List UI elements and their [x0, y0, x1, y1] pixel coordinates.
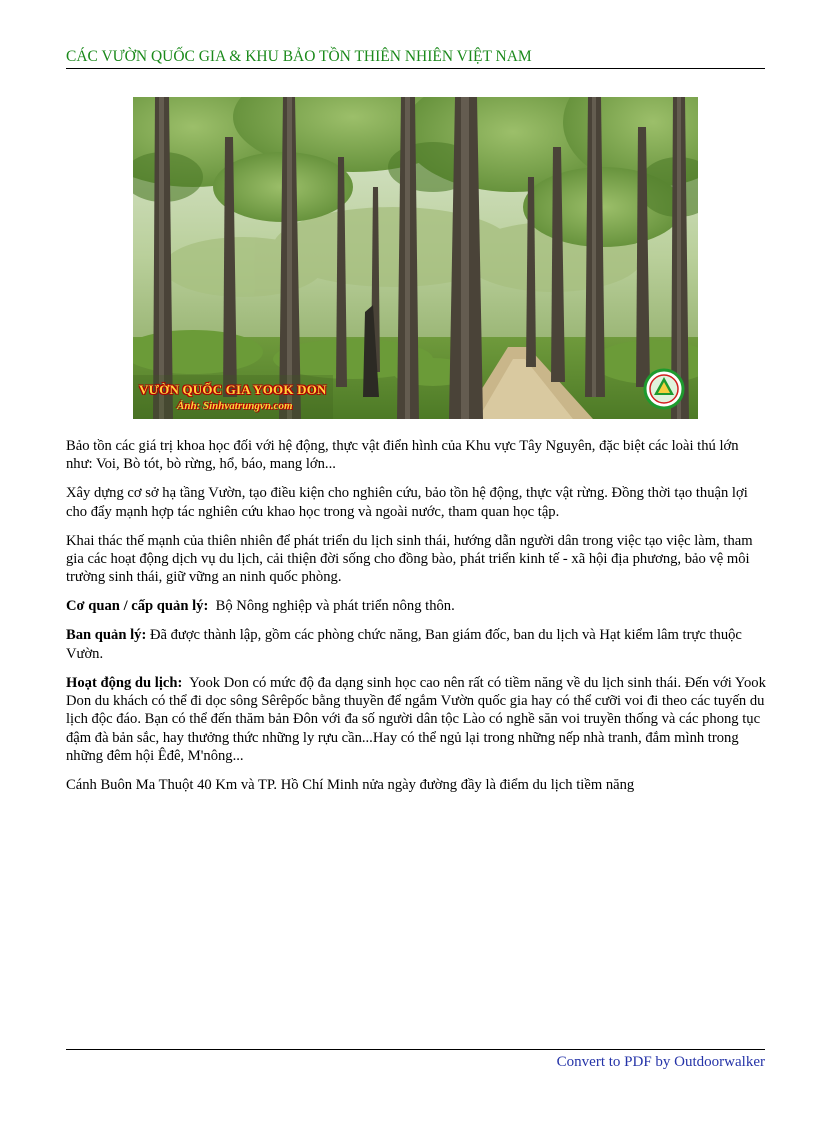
footer-divider: [66, 1049, 765, 1050]
paragraph-board: [66, 626, 766, 663]
page-header: [66, 48, 765, 69]
tourism-text: Yook Don có mức độ đa dạng sinh học cao nên rất có tiềm năng về du lịch sinh thái. Đến với Yook Don du khách có thể đi dọc sông Sêrêpốc bằng thuyền để ngắm Vườn quốc gia hay có thể cưỡi voi đi theo các tuyến du lịch độc đáo. Bạn có thể đến thăm bản Đôn với đa số người dân tộc Lào có nghề săn voi truyền thống và các phong tục đậm đà bản sắc, hay thưởng thức những ly rựu cần...Hay có thể ngủ lại trong những nếp nhà tranh, đắm mình trong những đêm hội Êđê, M'nông...: [66, 674, 766, 765]
forest-photo-illustration: [133, 97, 698, 419]
photo-caption: VƯỜN QUỐC GIA YOOK DON: [139, 382, 327, 397]
paragraph-infrastructure: Xây dựng cơ sở hạ tầng Vườn, tạo điều kiện cho nghiên cứu, bảo tồn hệ động, thực vật rừng. Đồng thời tạo thuận lợi cho đẩy mạnh hợp tác nghiên cứu khao học trong và ngoài nước, tham quan học tập.: [66, 485, 748, 520]
board-text: Đã được thành lập, gồm các phòng chức năng, Ban giám đốc, ban du lịch và Hạt kiểm lâm trực thuộc Vườn.: [66, 627, 742, 662]
management-label: Cơ quan / cấp quản lý:: [66, 598, 209, 615]
tourism-label: Hoạt động du lịch:: [66, 674, 183, 691]
board-label: Ban quản lý:: [66, 627, 147, 644]
footer-text: Convert to PDF by Outdoorwalker: [556, 1054, 765, 1070]
paragraph-tourism-activities: [66, 674, 766, 766]
photo-subcaption: Ảnh: Sinhvatrungvn.com: [177, 400, 293, 412]
article-body: [66, 437, 766, 805]
circular-emblem-icon: [643, 368, 685, 410]
paragraph-conservation: Bảo tồn các giá trị khoa học đối với hệ động, thực vật điển hình của Khu vực Tây Nguyên, đặc biệt các loài thú lớn như: Voi, Bò tót, bò rừng, hổ, báo, mang lớn...: [66, 438, 739, 473]
management-text: Bộ Nông nghiệp và phát triển nông thôn.: [215, 598, 455, 615]
paragraph-tourism-development: Khai thác thế mạnh của thiên nhiên để phát triển du lịch sinh thái, hướng dẫn người dân trong việc tạo việc làm, tham gia các hoạt động dịch vụ du lịch, cải thiện đời sống cho đồng bào, phát triển kinh tế - xã hội địa phương, bảo vệ môi trường sinh thái, giữ vững an ninh quốc phòng.: [66, 532, 753, 586]
header-title: CÁC VƯỜN QUỐC GIA & KHU BẢO TỒN THIÊN NHIÊN VIỆT NAM: [66, 48, 532, 65]
paragraph-management: [66, 597, 766, 615]
paragraph-location: Cánh Buôn Ma Thuột 40 Km và TP. Hồ Chí Minh nửa ngày đường đầy là điểm du lịch tiềm năng: [66, 777, 635, 794]
forest-photo: [133, 97, 698, 419]
